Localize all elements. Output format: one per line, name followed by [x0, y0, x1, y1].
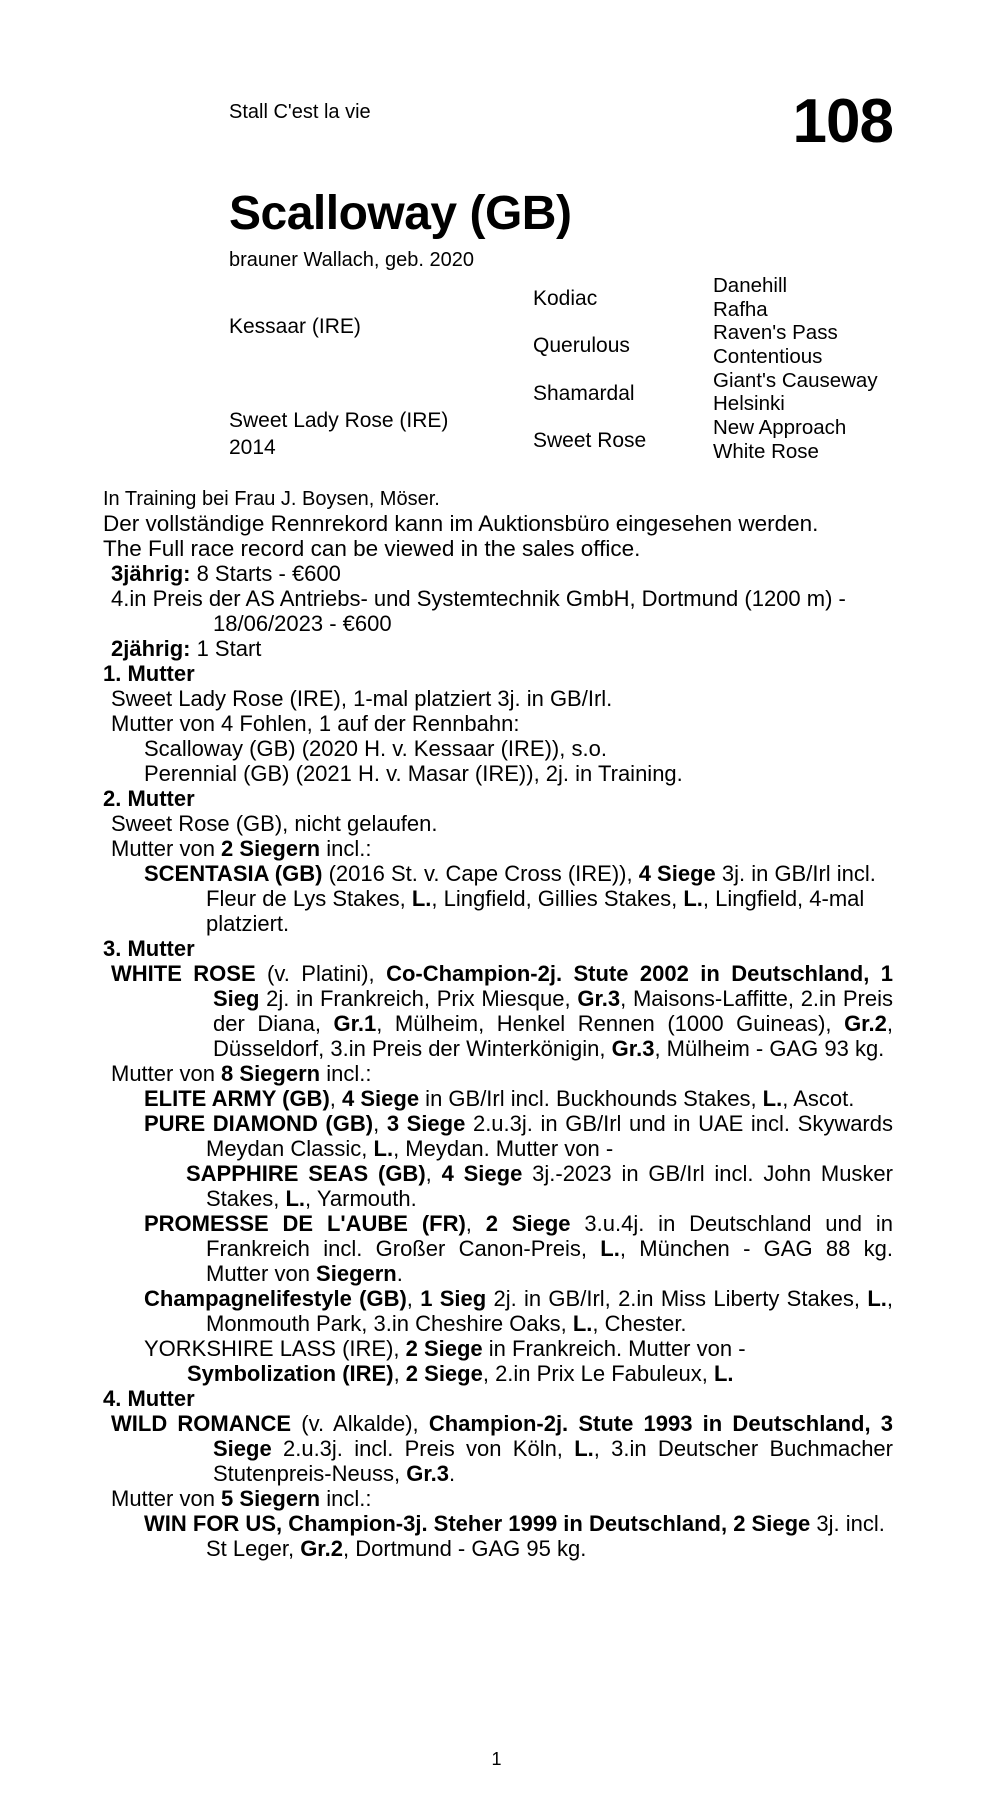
dam3-winner-entry: Champagnelifestyle (GB), 1 Sieg 2j. in GB/Irl, 2.in Miss Liberty Stakes, L., Monmouth Park, 3.in Cheshire Oaks, L., Chester.	[144, 1286, 894, 1336]
dam4-produce: Mutter von 5 Siegern incl.:	[111, 1486, 372, 1511]
pedigree-grandparent: Shamardal	[533, 382, 635, 405]
record-3yo-placing: 4.in Preis der AS Antriebs- und Systemtechnik GmbH, Dortmund (1200 m) - 18/06/2023 - €600	[111, 586, 846, 636]
dam3-winner-entry: ELITE ARMY (GB), 4 Siege in GB/Irl incl. Buckhounds Stakes, L., Ascot.	[144, 1086, 855, 1111]
dam3-winner-entry: PROMESSE DE L'AUBE (FR), 2 Siege 3.u.4j. in Deutschland und in Frankreich incl. Großer Canon-Preis, L., München - GAG 88 kg. Mutter von Siegern.	[144, 1211, 893, 1286]
pedigree-great-grandparent: Danehill	[713, 274, 788, 297]
pedigree-sire: Kessaar (IRE)	[229, 315, 361, 338]
dam2-winner-entry: SCENTASIA (GB) (2016 St. v. Cape Cross (IRE)), 4 Siege 3j. in GB/Irl incl. Fleur de Lys Stakes, L., Lingfield, Gillies Stakes, L., Lingfield, 4-mal platziert.	[144, 861, 876, 936]
dam1-line: Sweet Lady Rose (IRE), 1-mal platziert 3j. in GB/Irl.	[111, 686, 613, 711]
horse-description: brauner Wallach, geb. 2020	[229, 249, 474, 271]
dam4-entry: WILD ROMANCE (v. Alkalde), Champion-2j. Stute 1993 in Deutschland, 3 Siege 2.u.3j. incl. Preis von Köln, L., 3.in Deutscher Buchmacher Stutenpreis-Neuss, Gr.3.	[111, 1411, 893, 1486]
statement-german: Der vollständige Rennrekord kann im Auktionsbüro eingesehen werden.	[103, 511, 819, 536]
dam3-grandproduce-entry: Symbolization (IRE), 2 Siege, 2.in Prix Le Fabuleux, L.	[187, 1361, 734, 1386]
trainer-line: In Training bei Frau J. Boysen, Möser.	[103, 488, 440, 510]
record-3yo: 3jährig: 8 Starts - €600	[111, 561, 341, 586]
dam3-winner-entry: PURE DIAMOND (GB), 3 Siege 2.u.3j. in GB/Irl und in UAE incl. Skywards Meydan Classic, L., Meydan. Mutter von -	[144, 1111, 893, 1161]
pedigree-great-grandparent: Rafha	[713, 298, 768, 321]
dam3-runner-entry: YORKSHIRE LASS (IRE), 2 Siege in Frankreich. Mutter von -	[144, 1336, 746, 1361]
page-number: 1	[491, 1749, 502, 1769]
lot-number: 108	[792, 87, 893, 156]
dam3-produce: Mutter von 8 Siegern incl.:	[111, 1061, 372, 1086]
record-2yo: 2jährig: 1 Start	[111, 636, 262, 661]
dam4-winner-entry: WIN FOR US, Champion-3j. Steher 1999 in Deutschland, 2 Siege 3j. incl. St Leger, Gr.2, Dortmund - GAG 95 kg.	[144, 1511, 885, 1561]
pedigree-dam-year: 2014	[229, 436, 276, 459]
section-title-dam2: 2. Mutter	[103, 786, 195, 811]
pedigree-great-grandparent: Raven's Pass	[713, 321, 838, 344]
pedigree-grandparent: Querulous	[533, 334, 630, 357]
pedigree-great-grandparent: Contentious	[713, 345, 823, 368]
catalogue-body	[103, 487, 893, 1561]
statement-english: The Full race record can be viewed in the sales office.	[103, 536, 641, 561]
pedigree-great-grandparent: Helsinki	[713, 392, 785, 415]
horse-name: Scalloway (GB)	[229, 187, 572, 240]
dam2-line: Sweet Rose (GB), nicht gelaufen.	[111, 811, 438, 836]
pedigree-dam: Sweet Lady Rose (IRE)	[229, 409, 449, 432]
section-title-dam1: 1. Mutter	[103, 661, 195, 686]
section-title-dam3: 3. Mutter	[103, 936, 195, 961]
section-title-dam4: 4. Mutter	[103, 1386, 195, 1411]
stall-name: Stall C'est la vie	[229, 101, 371, 123]
dam2-produce: Mutter von 2 Siegern incl.:	[111, 836, 372, 861]
dam3-entry: WHITE ROSE (v. Platini), Co-Champion-2j. Stute 2002 in Deutschland, 1 Sieg 2j. in Frankreich, Prix Miesque, Gr.3, Maisons-Laffitte, 2.in Preis der Diana, Gr.1, Mülheim, Henkel Rennen (1000 Guineas), Gr.2, Düsseldorf, 3.in Preis der Winterkönigin, Gr.3, Mülheim - GAG 93 kg.	[111, 961, 894, 1061]
pedigree-grandparent: Kodiac	[533, 287, 598, 310]
dam3-grandproduce-entry: SAPPHIRE SEAS (GB), 4 Siege 3j.-2023 in GB/Irl incl. John Musker Stakes, L., Yarmouth.	[186, 1161, 893, 1211]
pedigree-grandparent: Sweet Rose	[533, 429, 647, 452]
dam1-foal: Scalloway (GB) (2020 H. v. Kessaar (IRE)), s.o.	[144, 736, 607, 761]
dam1-produce: Mutter von 4 Fohlen, 1 auf der Rennbahn:	[111, 711, 520, 736]
pedigree-great-grandparent: White Rose	[713, 440, 819, 463]
dam1-foal: Perennial (GB) (2021 H. v. Masar (IRE)), 2j. in Training.	[144, 761, 683, 786]
pedigree-great-grandparent: Giant's Causeway	[713, 369, 878, 392]
pedigree-great-grandparent: New Approach	[713, 416, 847, 439]
